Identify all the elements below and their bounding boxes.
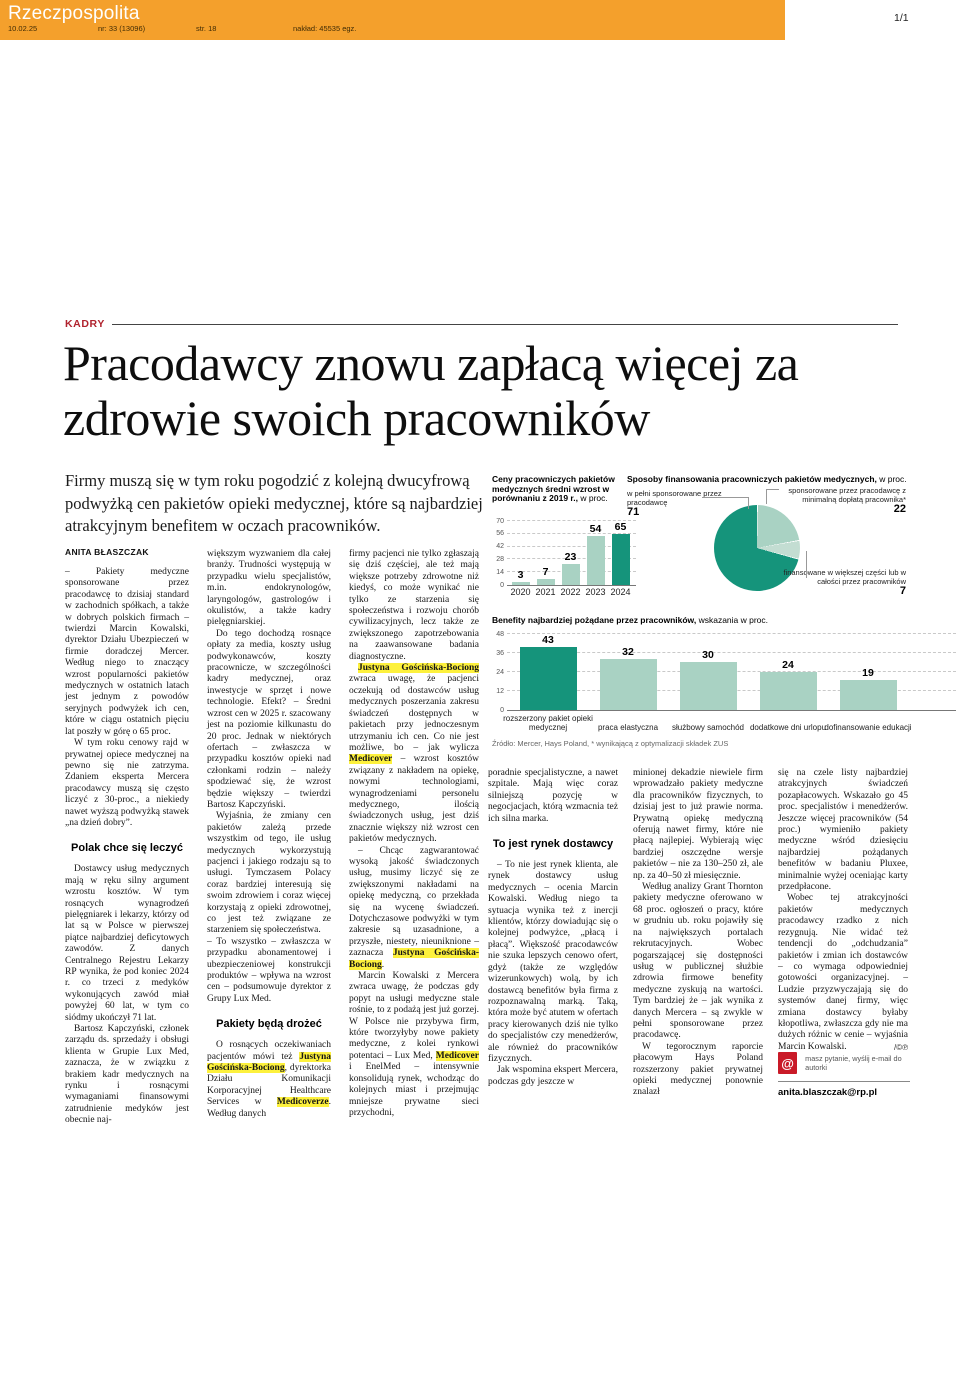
text-run: – Pakiety medyczne sponsorowane przez pracodawcę to dzisiaj standard w zachodnich spółkach, a także w dobrych polskich firmach – twierdzi Marcin Kowalski, dyrektor Działu Ubezpieczeń w firmie doradczej Mercer. Według niego to znaczący wzrost popularności pakietów medycznych w ostatnich latach jest jednym z powodów seryjnych podwyżek ich cen, które w ciągu ostatnich pięciu lat poszły w górę o 65 proc. <box>65 567 189 737</box>
article-paragraph <box>488 768 618 825</box>
article-paragraph <box>207 629 331 812</box>
bar-value-label: 24 <box>782 659 794 671</box>
article-paragraph <box>778 893 908 1053</box>
bar-value-label: 3 <box>517 569 524 581</box>
article-column-3 <box>349 549 479 1119</box>
text-run: zwraca uwagę, że pacjenci oczekują od dostawców usług medycznych poszerzania zakresu świadczeń dostępnych w pakietach przy jednoczesnym utrzymaniu ich cen. Co nie jest możliwe, bo – jak wylicza <box>349 674 479 753</box>
chart-financing-title-bold: Sposoby finansowania pracowniczych pakietów medycznych, <box>627 474 877 484</box>
lede: Firmy muszą się w tym roku pogodzić z kolejną dwucyfrową podwyżką cen pakietów opieki medycznej, które są najbardziej atrakcyjnym benefitem w oczach pracowników. <box>65 471 483 535</box>
article-paragraph <box>65 738 189 829</box>
bar-category-label: 2021 <box>535 587 556 597</box>
text-run: – To nie jest rynek klienta, ale rynek dostawcy usług medycznych – ocenia Marcin Kowalski. Według niego ta sytuacja wynika też z inercji klientów, którzy dowiadując się o kolejnej podwyżce, „płacą i płacą”. Większość pracodawców nie szuka lepszych cenowo ofert, gdyż (także ze względów wizerunkowych) wolą, by ich dostawcą benefitów była firma z rozpoznawalną marką. Taką, która może być atutem w ofertach pracy kierowanych dziś nie tylko do specjalistów czy menedżerów, ale również do pracowników fizycznych. <box>488 860 618 1064</box>
author-contact <box>778 1052 910 1098</box>
text-run: Jak wspomina ekspert Mercera, podczas gdy jeszcze w <box>488 1065 618 1087</box>
bar <box>587 536 605 585</box>
text-run: Wyjaśnia, że zmiany cen pakietów zależą przede wszystkim od tego, ile usług medycznych wykorzystują pacjenci i jakiego rodzaju są to usługi. Tymczasem Polacy coraz bardziej interesują się swoim zdrowiem i coraz więcej korzystają z opieki zdrowotnej, co jest też związane ze starzeniem się społeczeństwa. <box>207 811 331 936</box>
article-paragraph <box>207 549 331 629</box>
bar <box>520 647 577 710</box>
text-run: Bartosz Kapczyński, członek zarządu ds. sprzedaży i obsługi klienta w Grupie Lux Med, zaznacza, że w związku z brakiem kadr medycznych na rynku i rosnącymi wymaganiami finansowymi zatrudnienie medyków jest obecnie naj- <box>65 1024 189 1126</box>
bar-value-label: 43 <box>542 634 554 646</box>
bar-value-label: 7 <box>542 566 549 578</box>
headline: Pracodawcy znowu zapłacą więcej za zdrowie swoich pracowników <box>63 335 799 446</box>
section-label: KADRY <box>65 318 105 330</box>
masthead-page-number: str. 18 <box>196 24 217 33</box>
article-paragraph <box>65 1024 189 1127</box>
text-run: . <box>381 959 385 970</box>
pie-label-minimal-copay <box>760 486 906 514</box>
bar-category-label: 2022 <box>560 587 581 597</box>
article-column-1 <box>65 567 189 1127</box>
article-paragraph <box>778 768 908 893</box>
text-run: – Chcąc zagwarantować wysoką jakość świadczonych usług, musimy liczyć się ze zwiększonymi nakładami na opiekę medyczną, co przekłada się na wycenę świadczeń. Dotychczasowe podwyżki w tym zakresie są uzasadnione, a przyszłe, niestety, nieuniknione – zaznacza <box>349 845 479 959</box>
bar-2024 <box>608 521 633 597</box>
bar-2022 <box>558 521 583 597</box>
y-axis-tick: 56 <box>496 530 504 538</box>
article-paragraph <box>349 549 479 663</box>
article-paragraph <box>65 567 189 738</box>
chart-benefits-baseline <box>507 710 956 711</box>
pie-value: 7 <box>899 585 906 597</box>
article-column-6 <box>778 768 908 1053</box>
text-run: W tym roku cenowy rajd w prywatnej opiece medycznej na pewno się nie zatrzyma. Zdaniem eksperta Mercera pracodawcy muszą się często liczyć z 30-proc., a niekiedy nawet wyższą podwyżką stawek „na dzień dobry”. <box>65 738 189 828</box>
pie-label-text: sponsorowane przez pracodawcę z minimalną dopłatą pracownika* <box>788 486 906 504</box>
bar-category-label: praca elastyczna <box>597 723 659 732</box>
y-axis-tick: 42 <box>496 543 504 551</box>
highlighted-name: Justyna Gościńska-Bociong <box>207 1051 331 1074</box>
masthead-date: 10.02.25 <box>8 24 38 33</box>
bar-category-label: służbowy samochód <box>671 723 745 732</box>
y-axis-tick: 70 <box>496 517 504 525</box>
text-run: firmy pacjenci nie tylko zgłaszają się dziś częściej, ale też mają większe potrzeby zdrowotne niż kiedyś, co może wynikać nie tylko ze starzenia się społeczeństwa i rozwoju chorób cywilizacyjnych, lecz także ze zwiększonego zapotrzebowania na zaawansowane badania diagnostyczne. <box>349 549 479 662</box>
chart-source: Źródło: Mercer, Hays Poland, * wynikającą z optymalizacji składek ZUS <box>492 739 729 748</box>
pie-label-employee-funded <box>776 568 906 596</box>
text-run: . Według danych <box>207 1097 331 1119</box>
article-column-2 <box>207 549 331 1120</box>
article-paragraph <box>349 846 479 971</box>
bar-rozszerzony-pakiet-opieki-medycznej <box>503 634 593 732</box>
bar <box>512 582 530 585</box>
pie-value: 22 <box>893 503 906 515</box>
page-indicator: 1/1 <box>894 12 909 24</box>
chart-prices-title-suffix: w proc. <box>580 493 608 503</box>
section-rule <box>112 324 898 325</box>
bar-praca-elastyczna <box>588 634 668 732</box>
chart-prices-baseline <box>507 585 636 586</box>
author-email[interactable]: anita.blaszczak@rp.pl <box>778 1087 878 1098</box>
text-run: minionej dekadzie niewiele firm wprowadzało pakiety medyczne dla pracowników fizycznych, to dzisiaj jest to już prawie norma. Prywatną opiekę medyczną oferują nawet firmy, które nie płacą najlepiej. Wybierają więc bardziej oszczędne wersje pakietów – nie za 130–250 zł, ale np. za 40–50 zł miesięcznie. <box>633 768 763 881</box>
chart-benefits-title-bold: Benefity najbardziej pożądane przez pracowników, <box>492 615 697 625</box>
byline: ANITA BŁASZCZAK <box>65 547 149 557</box>
text-run: – To wszystko – zwłaszcza w przypadku abonamentowej i ubezpieczeniowej konstrukcji produktów – wpływa na wzrost cen – podsumowuje dyrektor z Grupy Lux Med. <box>207 936 331 1004</box>
bar <box>537 579 555 585</box>
article-paragraph <box>633 768 763 882</box>
y-axis-tick: 0 <box>500 706 504 714</box>
bar-value-label: 32 <box>622 646 634 658</box>
bar <box>600 659 657 710</box>
y-axis-tick: 12 <box>496 687 504 695</box>
highlighted-name: Justyna Gościńska-Bociong <box>349 948 479 970</box>
article-subhead: To jest rynek dostawcy <box>492 838 614 851</box>
text-run: większym wyzwaniem dla całej branży. Trudności występują w przypadku wielu specjalistów, m.in. endokrynologów, laryngologów, gastrologów i okulistów, a także kadry pielęgniarskiej. <box>207 549 331 628</box>
bar-category-label: rozszerzony pakiet opieki medycznej <box>503 714 593 732</box>
bar-2021 <box>533 521 558 597</box>
bar <box>680 662 737 710</box>
contact-note: masz pytanie, wyślij e-mail do autorki <box>805 1054 902 1072</box>
text-run: Według analizy Grant Thornton pakiety medyczne oferowano w 68 proc. ogłoszeń o pracy, które w grudniu ub. roku pojawiły się na największych portalach rekrutacyjnych. Wobec pogarszającej się dostępności usług w publicznej służbie zdrowia firmowe benefity medyczne zyskują na wartości. Tym bardziej że – jak wynika z danych Mercera – są zwykle w pełni sponsorowane przez pracodawcę. <box>633 882 763 1041</box>
chart-benefits-title <box>492 616 822 626</box>
bar-służbowy-samochód <box>668 634 748 732</box>
bar-2023 <box>583 521 608 597</box>
y-axis-tick: 0 <box>500 581 504 589</box>
highlighted-name: Justyna Gościńska-Bociong <box>358 663 479 674</box>
article-paragraph <box>488 860 618 1065</box>
text-run: O rosnących oczekiwaniach pacjentów mówi też <box>207 1040 331 1062</box>
bar-value-label: 54 <box>589 523 602 535</box>
chart-financing-title-suffix: w proc. <box>879 474 907 484</box>
article-paragraph <box>349 663 479 846</box>
y-axis-tick: 48 <box>496 630 504 638</box>
bar <box>760 672 817 710</box>
highlighted-name: Medicover <box>435 1050 479 1061</box>
chart-prices-bars <box>508 521 633 597</box>
chart-prices-title-bold: Ceny pracowniczych pakietów medycznych średni wzrost w porównaniu z 2019 r., <box>492 474 615 503</box>
article-paragraph <box>207 1040 331 1120</box>
text-run: Dostawcy usług medycznych mają w ręku silny argument wzrostu kosztów. W tym rosnących wynagrodzeń pielęgniarek i lekarzy, którzy od lat są w Polsce w pierwszej piątce najbardziej deficytowych zawodów. Z danych Centralnego Rejestru Lekarzy RP wynika, że pod koniec 2024 r. co trzeci z medyków wykonujących zawód miał powyżej 60 lat, w tym co siódmy ukończył 71 lat. <box>65 864 189 1023</box>
email-at-icon: @ <box>778 1052 797 1074</box>
pie-label-text: finansowane w większej części lub w całości przez pracowników <box>783 568 906 586</box>
article-column-4 <box>488 768 618 1088</box>
bar-category-label: 2024 <box>610 587 631 597</box>
bar-2020 <box>508 521 533 597</box>
article-subhead: Polak chce się leczyć <box>71 842 183 855</box>
pie-label-text: w pełni sponsorowane przez pracodawcę <box>627 489 722 507</box>
y-axis-tick: 24 <box>496 668 504 676</box>
bar-value-label: 65 <box>614 521 627 533</box>
text-run: się na czele listy najbardziej atrakcyjnych świadczeń pozapłacowych. Wskazało go 45 proc. specjalistów i menedżerów. Jeszcze więcej pracowników (54 proc.) wymieniło pakiety medyczne wśród dziesięciu najbardziej pożądanych benefitów w badaniu Pluxee, minimalnie wyżej oceniając karty przedpłacone. <box>778 768 908 893</box>
bar-category-label: dofinansowanie edukacji <box>824 723 912 732</box>
leader-line <box>806 551 808 578</box>
chart-benefits-bars <box>503 634 912 732</box>
chart-benefits-title-suffix: wskazania w proc. <box>698 615 769 625</box>
text-run: i EnelMed – intensywnie konsolidują rynek, wchodząc do kolejnych miast i przejmując mniejsze prywatne sieci przychodni, <box>349 1062 479 1118</box>
article-paragraph <box>633 1042 763 1099</box>
masthead-issue-number: nr: 33 (13096) <box>98 24 146 33</box>
article-paragraph <box>349 971 479 1119</box>
bar-value-label: 19 <box>862 667 874 679</box>
highlighted-name: Medicoverze <box>276 1097 329 1108</box>
contact-divider <box>778 1081 910 1082</box>
y-axis-tick: 36 <box>496 649 504 657</box>
bar-category-label: dodatkowe dni urlopu <box>749 723 827 732</box>
pie-value: 71 <box>627 506 640 518</box>
text-run: Marcin Kowalski z Mercera zwraca uwagę, że podczas gdy popyt na usługi medyczne stale rośnie, to z podażą jest już gorzej. W Polsce nie przybywa firm, które tworzyłyby nowe pakiety medyczne, z kolei rynkowi potentaci – Lux Med, <box>349 971 479 1061</box>
article-paragraph <box>633 882 763 1042</box>
article-paragraph <box>488 1065 618 1088</box>
y-axis-tick: 28 <box>496 555 504 563</box>
article-subhead: Pakiety będą drożeć <box>216 1018 322 1031</box>
text-run: W tegorocznym raporcie płacowym Hays Poland rozszerzony pakiet prywatnej opieki medycznej ponownie znalazł <box>633 1041 763 1098</box>
chart-financing-title <box>627 475 917 485</box>
leader-line <box>766 489 779 504</box>
text-run: Do tego dochodzą rosnące opłaty za media, koszty usług podwykonawców, koszty pracownicze, w szczególności kadry medycznej, oraz inwestycje w sprzęt i nowe technologie. Efekt? – Średni wzrost cen w 2025 r. szacowany jest na poziomie kilkunastu do 20 proc. Jednak w niektórych ofertach – zwłaszcza w przypadku kosztów opieki nad członkami rodzin – należy spodziewać się, że wzrost będzie większy – twierdzi Bartosz Kapczyński. <box>207 628 331 810</box>
article-paragraph <box>207 937 331 1005</box>
bar-category-label: 2020 <box>510 587 531 597</box>
article-paragraph <box>207 811 331 936</box>
bar <box>612 534 630 585</box>
masthead <box>0 0 785 40</box>
leader-line <box>702 497 749 509</box>
article-paragraph <box>65 864 189 1024</box>
text-run: poradnie specjalistyczne, a nawet szpitale. Mają więc coraz silniejszą pozycję w negocjacjach, którą wzmacnia też ich silna marka. <box>488 768 618 824</box>
article-column-5 <box>633 768 763 1099</box>
bar-dodatkowe-dni-urlopu <box>748 634 828 732</box>
bar-category-label: 2023 <box>585 587 606 597</box>
text-run: , dyrektorka Działu Komunikacji Korporacyjnej Healthcare Services w <box>207 1063 331 1108</box>
newspaper-title: Rzeczpospolita <box>8 3 140 24</box>
bar-value-label: 30 <box>702 649 714 661</box>
highlighted-name: Medicover <box>349 754 393 765</box>
bar-value-label: 23 <box>564 551 577 563</box>
text-run: Wobec tej atrakcyjności pakietów medycznych pracodawcy rzadko z nich rezygnują. Nie widać też tendencji do „odchudzania” pakietów i zmian ich dostawców – co wymaga odpowiedniej gotowości organizacyjnej. – Ludzie przyzwyczajają się do systemów danej firmy, więc zmiana dostawcy byłaby kłopotliwa, zwłaszcza gdy nie ma dużych różnic w cenie – wyjaśnia Marcin Kowalski. <box>778 893 908 1052</box>
bar <box>840 680 897 710</box>
text-run: – wzrost kosztów związany z nakładem na opiekę, nowymi technologiami, wynagrodzeniami personelu medycznego, ilością świadczonych usług, jest dziś znacznie większy niż wzrost cen pakietów medycznych. <box>349 754 479 845</box>
bar-dofinansowanie-edukacji <box>824 634 912 732</box>
article-end-mark: /©℗ <box>893 1042 908 1052</box>
bar <box>562 564 580 585</box>
y-axis-tick: 14 <box>496 568 504 576</box>
masthead-circulation: nakład: 45535 egz. <box>293 24 357 33</box>
